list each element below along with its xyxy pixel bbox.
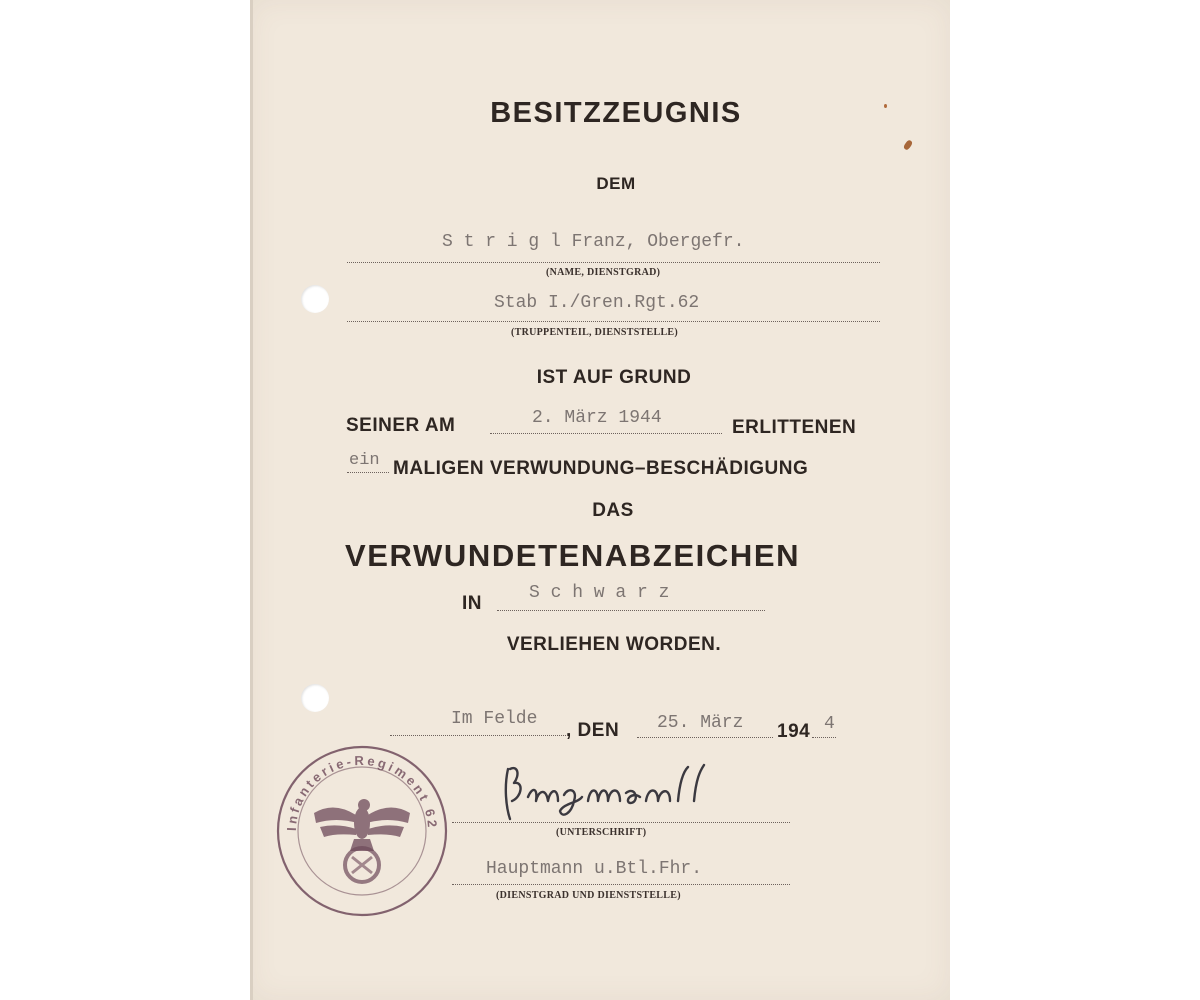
official-stamp xyxy=(274,743,450,919)
unit-caption: (TRUPPENTEIL, DIENSTSTELLE) xyxy=(511,327,679,338)
unit-value: Stab I./Gren.Rgt.62 xyxy=(494,293,700,313)
rank-caption: (DIENSTGRAD UND DIENSTSTELLE) xyxy=(496,890,681,901)
name-value: S t r i g l Franz, Obergefr. xyxy=(442,232,745,252)
punch-hole xyxy=(301,684,329,712)
year-prefix: 194 xyxy=(777,721,811,742)
issue-day-value: 25. März xyxy=(657,713,744,733)
award-title: VERWUNDETENABZEICHEN xyxy=(345,538,801,573)
wound-date-value: 2. März 1944 xyxy=(532,408,662,428)
ist-auf-grund: IST AUF GRUND xyxy=(536,367,692,388)
signature-line xyxy=(452,822,790,823)
dem-label: DEM xyxy=(596,174,636,193)
seiner-am-label: SEINER AM xyxy=(346,415,456,436)
erlittenen-label: ERLITTENEN xyxy=(732,417,857,438)
grade-line xyxy=(497,610,765,611)
das-label: DAS xyxy=(592,500,634,521)
punch-hole xyxy=(301,285,329,313)
year-line xyxy=(812,737,836,738)
name-caption: (NAME, DIENSTGRAD) xyxy=(546,267,661,278)
name-line xyxy=(347,262,880,263)
paper-stain xyxy=(884,104,887,108)
times-line xyxy=(347,472,389,473)
issue-day-line xyxy=(637,737,773,738)
place-line xyxy=(390,735,566,736)
rank-value: Hauptmann u.Btl.Fhr. xyxy=(486,859,703,879)
unit-line xyxy=(347,321,880,322)
in-label: IN xyxy=(462,593,482,614)
handwritten-signature xyxy=(498,757,718,827)
maligen-label: MALIGEN VERWUNDUNG–BESCHÄDIGUNG xyxy=(393,458,809,479)
rank-line xyxy=(452,884,790,885)
den-label: , DEN xyxy=(566,720,620,741)
signature-caption: (UNTERSCHRIFT) xyxy=(556,827,647,838)
grade-value: S c h w a r z xyxy=(529,583,670,603)
times-value: ein xyxy=(349,451,380,470)
stamp-text: Infanterie-Regiment 62 xyxy=(283,752,441,832)
place-value: Im Felde xyxy=(451,709,538,729)
year-digit-value: 4 xyxy=(824,714,835,734)
document-title: BESITZZEUGNIS xyxy=(490,97,742,129)
wound-date-line xyxy=(490,433,722,434)
verliehen-label: VERLIEHEN WORDEN. xyxy=(506,634,722,655)
